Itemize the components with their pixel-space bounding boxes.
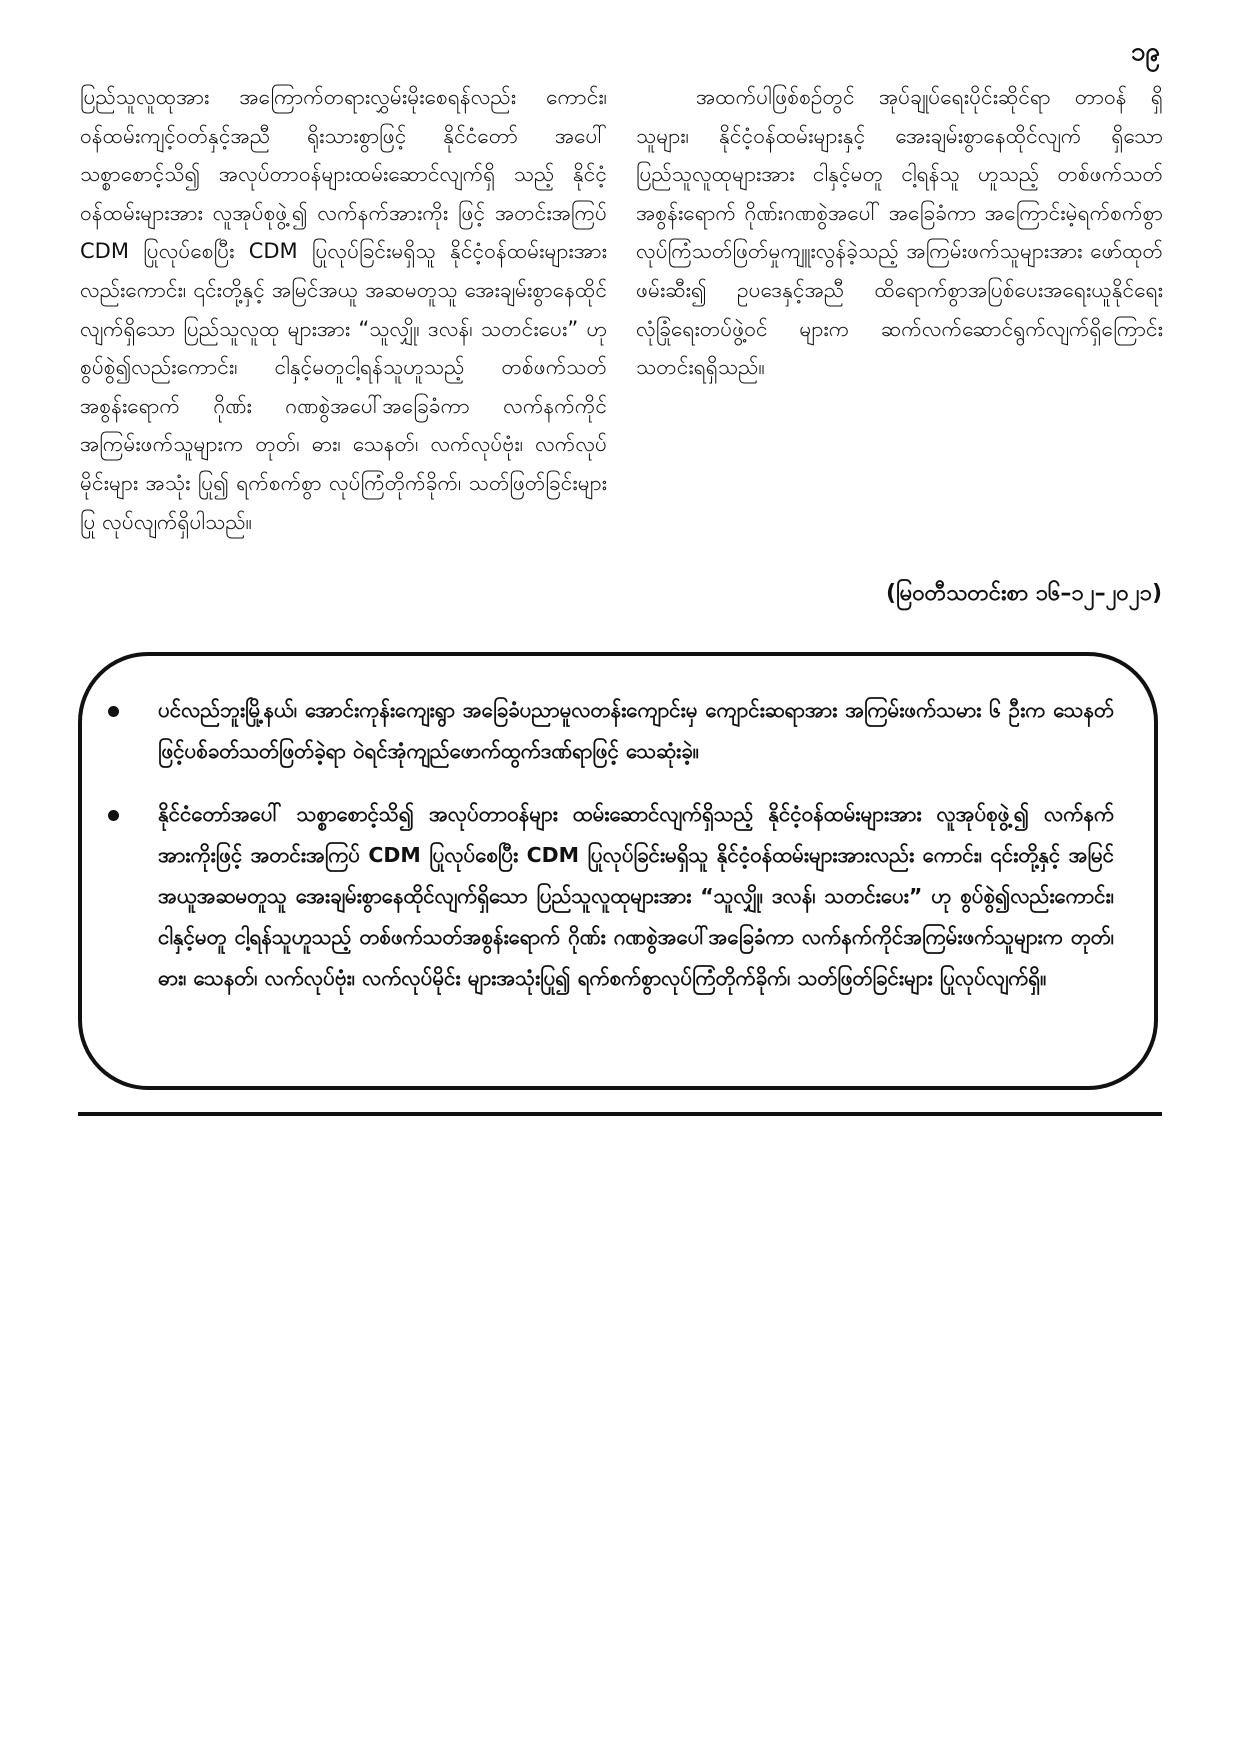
summary-list xyxy=(102,690,1114,999)
bottom-divider xyxy=(78,1112,1162,1116)
page-number: ၁၉ xyxy=(1130,37,1160,67)
summary-item-text: ပင်လည်ဘူးမြို့နယ်၊ အောင်းကုန်းကျေးရွာ အခြေခံပညာမူလတန်းကျောင်းမှ ကျောင်းဆရာအား အကြမ်းဖက်သမား ၆ ဦးက သေနတ်ဖြင့်ပစ်ခတ်သတ်ဖြတ်ခဲ့ရာ ဝဲရင်အုံကျည်ဖောက်ထွက်ဒဏ်ရာဖြင့် သေဆုံးခဲ့။ xyxy=(158,698,1114,763)
summary-item-text: နိုင်ငံတော်အပေါ် သစ္စာစောင့်သိ၍ အလုပ်တာဝန်များ ထမ်းဆောင်လျက်ရှိသည့် နိုင်ငံ့ဝန်ထမ်းများအား လူအုပ်စုဖွဲ့၍ လက်နက်အားကိုးဖြင့် အတင်းအကြပ် CDM ပြုလုပ်စေပြီး CDM ပြုလုပ်ခြင်းမရှိသူ နိုင်ငံ့ဝန်ထမ်းများအားလည်း ကောင်း၊ ၎င်းတို့နှင့် အမြင်အယူအဆမတူသူ အေးချမ်းစွာနေထိုင်လျက်ရှိသော ပြည်သူလူထုများအား “သူလျှို၊ ဒလန်၊ သတင်းပေး” ဟု စွပ်စွဲ၍လည်းကောင်း၊ ငါနှင့်မတူ ငါ့ရန်သူဟူသည့် တစ်ဖက်သတ်အစွန်းရောက် ဂိုဏ်း ဂဏစွဲအပေါ်အခြေခံကာ လက်နက်ကိုင်အကြမ်းဖက်သူများက တုတ်၊ ဓား၊ သေနတ်၊ လက်လုပ်ဗုံး၊ လက်လုပ်မိုင်း များအသုံးပြု၍ ရက်စက်စွာလုပ်ကြံတိုက်ခိုက်၊ သတ်ဖြတ်ခြင်းများ ပြုလုပ်လျက်ရှိ။ xyxy=(158,802,1114,990)
source-citation: (မြဝတီသတင်းစာ ၁၆–၁၂–၂၀၂၁) xyxy=(886,581,1162,606)
bullet-icon xyxy=(108,706,119,717)
article-right-column xyxy=(636,78,1163,387)
summary-item xyxy=(102,690,1114,772)
article-paragraph-left: ပြည်သူလူထုအား အကြောက်တရားလွှမ်းမိုးစေရန်လည်း ကောင်း၊ ဝန်ထမ်းကျင့်ဝတ်နှင့်အညီ ရိုးသားစွာဖြင့် နိုင်ငံတော် အပေါ် သစ္စာစောင့်သိ၍ အလုပ်တာဝန်များထမ်းဆောင်လျက်ရှိ သည့် နိုင်ငံ့ဝန်ထမ်းများအား လူအုပ်စုဖွဲ့၍ လက်နက်အားကိုး ဖြင့် အတင်းအကြပ် CDM ပြုလုပ်စေပြီး CDM ပြုလုပ်ခြင်းမရှိသူ နိုင်ငံ့ဝန်ထမ်းများအားလည်းကောင်း၊ ၎င်းတို့နှင့် အမြင်အယူ အဆမတူသူ အေးချမ်းစွာနေထိုင်လျက်ရှိသော ပြည်သူလူထု များအား “သူလျှို၊ ဒလန်၊ သတင်းပေး” ဟု စွပ်စွဲ၍လည်းကောင်း၊ ငါနှင့်မတူငါ့ရန်သူဟူသည့် တစ်ဖက်သတ်အစွန်းရောက် ဂိုဏ်း ဂဏစွဲအပေါ်အခြေခံကာ လက်နက်ကိုင်အကြမ်းဖက်သူများက တုတ်၊ ဓား၊ သေနတ်၊ လက်လုပ်ဗုံး၊ လက်လုပ်မိုင်းများ အသုံး ပြု၍ ရက်စက်စွာ လုပ်ကြံတိုက်ခိုက်၊ သတ်ဖြတ်ခြင်းများ ပြု လုပ်လျက်ရှိပါသည်။ xyxy=(80,85,607,534)
summary-item xyxy=(102,794,1114,999)
bullet-icon xyxy=(108,810,119,821)
article-paragraph-right: အထက်ပါဖြစ်စဉ်တွင် အုပ်ချုပ်ရေးပိုင်းဆိုင်ရာ တာဝန် ရှိသူများ၊ နိုင်ငံ့ဝန်ထမ်းများနှင့် အေးချမ်းစွာနေထိုင်လျက် ရှိသော ပြည်သူလူထုများအား ငါနှင့်မတူ ငါ့ရန်သူ ဟူသည့် တစ်ဖက်သတ်အစွန်းရောက် ဂိုဏ်းဂဏစွဲအပေါ် အခြေခံကာ အကြောင်းမဲ့ရက်စက်စွာ လုပ်ကြံသတ်ဖြတ်မှုကျူးလွန်ခဲ့သည့် အကြမ်းဖက်သူများအား ဖော်ထုတ်ဖမ်းဆီး၍ ဥပဒေနှင့်အညီ ထိရောက်စွာအပြစ်ပေးအရေးယူနိုင်ရေး လုံခြုံရေးတပ်ဖွဲ့ဝင် များက ဆက်လက်ဆောင်ရွက်လျက်ရှိကြောင်း သတင်းရရှိသည်။ xyxy=(636,85,1163,380)
article-columns xyxy=(80,78,1162,638)
article-left-column xyxy=(80,78,607,541)
summary-box xyxy=(78,652,1158,1090)
